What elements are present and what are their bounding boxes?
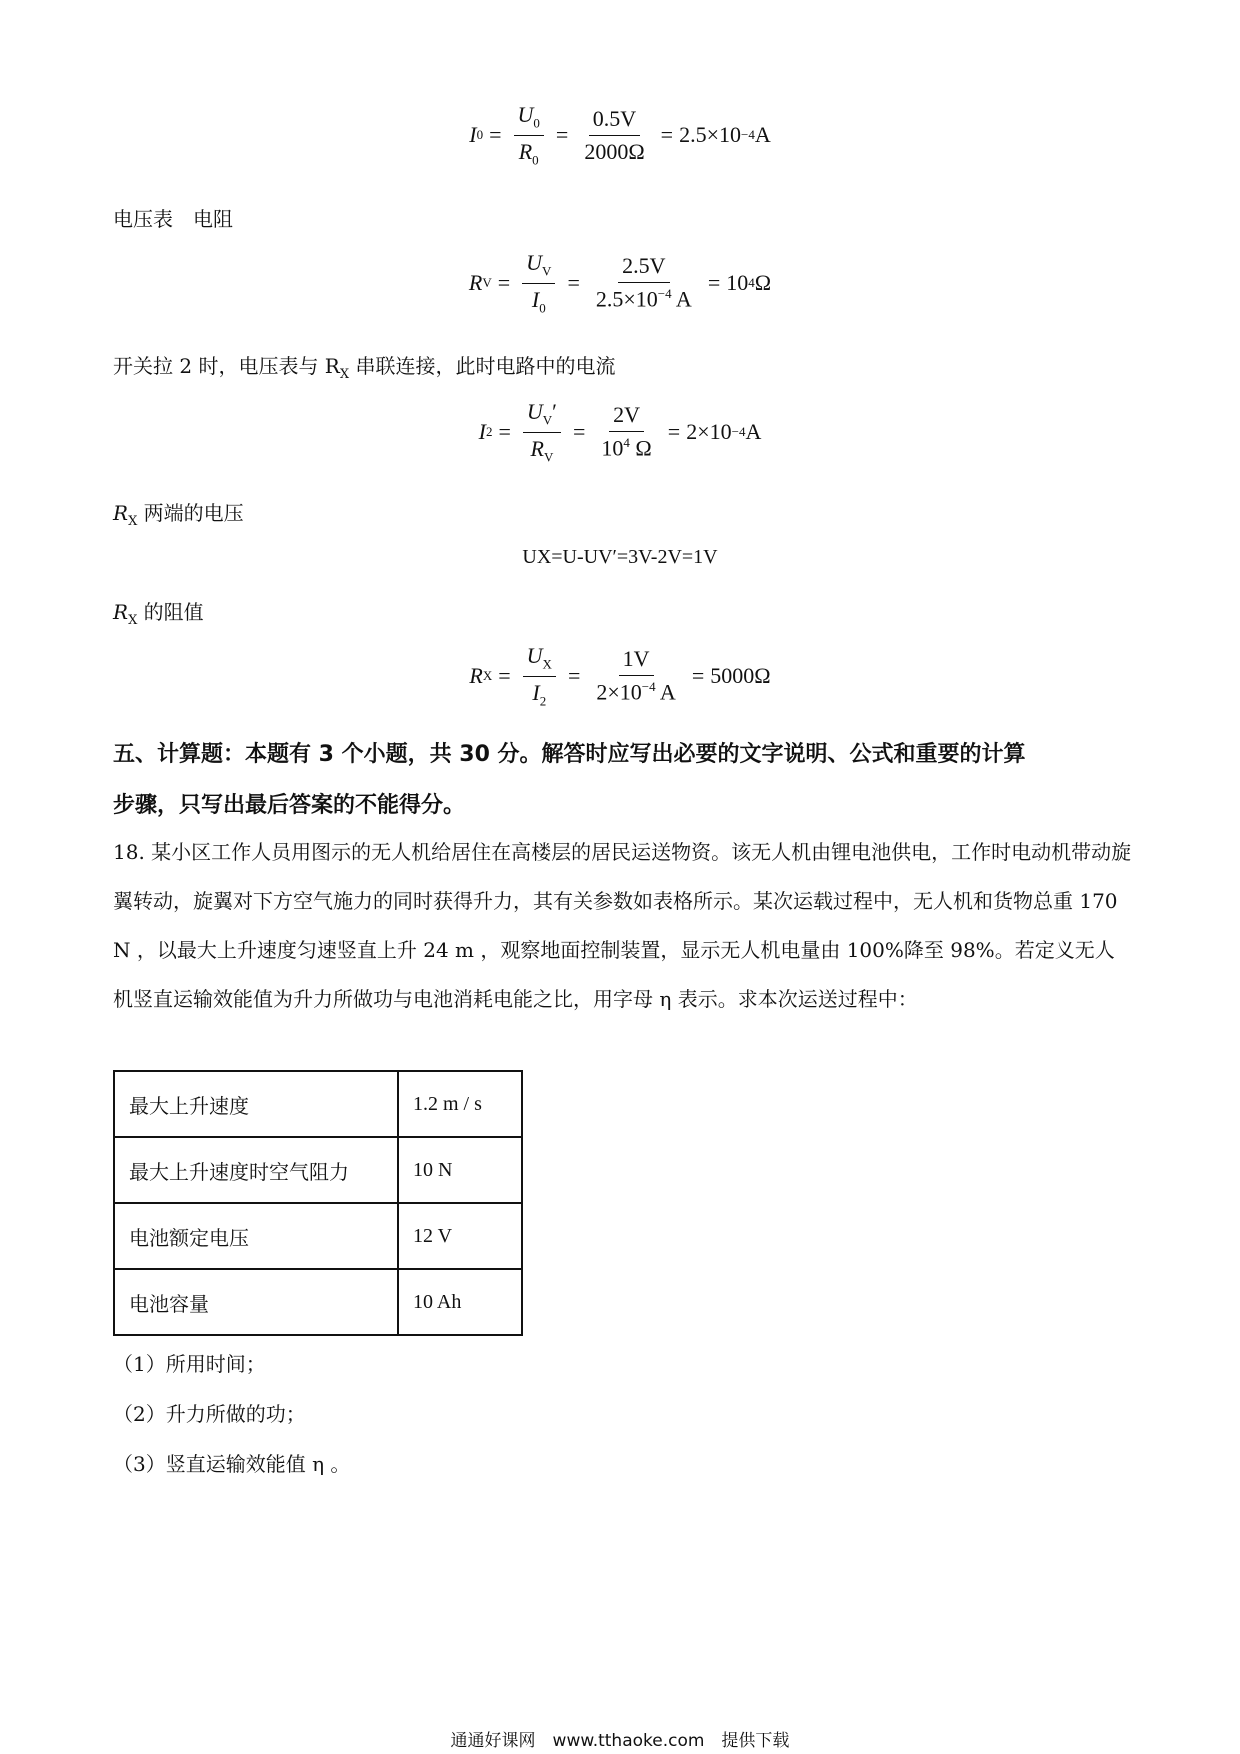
eq-result: 2.5×10 xyxy=(679,122,742,147)
eq-equals: = xyxy=(497,270,511,295)
table-cell-value: 10 N xyxy=(398,1137,522,1203)
eq-equals: = xyxy=(555,122,569,147)
text-subscript: X xyxy=(128,514,138,529)
eq-symbol: R xyxy=(469,663,483,688)
fraction xyxy=(522,250,555,316)
equation-rv xyxy=(0,248,1240,318)
text-fragment: 两端的电压 xyxy=(137,501,244,525)
eq-subscript: X xyxy=(482,668,493,683)
section-heading-line: 步骤，只写出最后答案的不能得分。 xyxy=(113,793,466,818)
eq-equals: = xyxy=(660,122,674,147)
eq-denominator: 2×10 xyxy=(596,679,642,705)
section-heading xyxy=(113,729,1133,831)
table-cell-parameter: 电池容量 xyxy=(114,1269,398,1335)
fraction xyxy=(597,402,655,461)
table-cell-parameter: 最大上升速度时空气阻力 xyxy=(114,1137,398,1203)
eq-subscript: V xyxy=(542,412,553,428)
text-fragment: 的阻值 xyxy=(137,600,204,624)
eq-symbol: R xyxy=(468,270,483,295)
table-cell-parameter: 最大上升速度 xyxy=(114,1071,398,1137)
eq-symbol: U xyxy=(526,399,543,425)
eq-text: UX=U-UV′=3V-2V=1V xyxy=(522,545,718,568)
eq-exponent: −4 xyxy=(731,424,746,439)
text-rx-voltage xyxy=(113,497,244,529)
eq-subscript: 0 xyxy=(533,115,540,131)
sub-question-1: （1）所用时间； xyxy=(113,1352,266,1376)
footer-source: 通通好课网 www.tthaoke.com 提供下载 xyxy=(450,1731,790,1751)
table-cell-value: 12 V xyxy=(398,1203,522,1269)
question-18-text: 18. 某小区工作人员用图示的无人机给居住在高楼层的居民运送物资。该无人机由锂电池供电，工作时电动机带动旋翼转动，旋翼对下方空气施力的同时获得升力，其有关参数如表格所示。某次运载过程中，无人机和货物总重 170 N ，以最大上升速度匀速竖直上升 24 m ，观察地面控制装置，显示无人机电量由 100%降至 98%。若定义无人机竖直运输效能值为升力所做功与电池消耗电能之比，用字母 η 表示。求本次运送过程中： xyxy=(113,840,1132,1011)
eq-unit: A xyxy=(754,122,771,147)
eq-subscript: V xyxy=(542,263,552,279)
eq-unit: A xyxy=(745,419,762,444)
equation-ux xyxy=(0,542,1240,572)
eq-numerator: 1V xyxy=(619,646,654,676)
eq-prime: ′ xyxy=(552,399,557,425)
eq-equals: = xyxy=(572,419,586,444)
table-cell-parameter: 电池额定电压 xyxy=(114,1203,398,1269)
eq-subscript: 0 xyxy=(539,299,546,315)
table-cell-value: 1.2 m / s xyxy=(398,1071,522,1137)
eq-symbol: U xyxy=(517,102,534,128)
sub-question-3: （3）竖直运输效能值 η 。 xyxy=(113,1452,351,1476)
eq-exponent: −4 xyxy=(741,127,755,142)
eq-equals: = xyxy=(691,663,705,688)
eq-symbol: I xyxy=(531,286,540,312)
eq-subscript: 0 xyxy=(476,127,484,142)
eq-denominator: 2.5×10 xyxy=(595,286,658,312)
text-subscript: X xyxy=(339,367,350,382)
eq-equals: = xyxy=(667,419,681,444)
eq-unit: A xyxy=(655,679,676,705)
fraction xyxy=(580,106,648,165)
label-voltmeter-resistance: 电压表 电阻 xyxy=(113,207,233,231)
fraction xyxy=(523,399,561,465)
eq-subscript: V xyxy=(482,275,492,290)
eq-equals: = xyxy=(498,663,511,688)
eq-equals: = xyxy=(498,419,511,444)
eq-subscript: V xyxy=(543,448,554,464)
eq-denominator: 10 xyxy=(601,435,624,461)
sub-question-2: （2）升力所做的功； xyxy=(113,1402,306,1426)
eq-denominator: 2000Ω xyxy=(584,138,645,164)
equation-i0 xyxy=(0,100,1240,170)
eq-equals: = xyxy=(489,122,502,147)
eq-numerator: 2V xyxy=(609,402,644,432)
text-symbol: R xyxy=(113,600,129,624)
eq-unit: Ω xyxy=(629,435,652,461)
equation-rx xyxy=(0,640,1240,712)
section-heading-line: 五、计算题：本题有 3 个小题，共 30 分。解答时应写出必要的文字说明、公式和重要的计算 xyxy=(113,742,1026,767)
eq-subscript: 0 xyxy=(532,151,539,167)
eq-result: 2×10 xyxy=(686,419,732,444)
eq-unit: Ω xyxy=(754,270,772,295)
eq-exponent: 4 xyxy=(748,275,755,290)
eq-symbol: R xyxy=(518,138,533,164)
eq-symbol: I xyxy=(469,122,477,147)
table-row xyxy=(114,1071,522,1137)
parameter-table-body xyxy=(114,1071,522,1335)
eq-symbol: U xyxy=(526,643,543,669)
table-row xyxy=(114,1269,522,1335)
eq-exponent: 4 xyxy=(623,435,630,451)
eq-numerator: 2.5V xyxy=(618,253,669,283)
eq-symbol: U xyxy=(526,250,543,276)
eq-symbol: R xyxy=(530,435,544,461)
equation-i2 xyxy=(0,397,1240,467)
text-fragment: 开关拉 2 时，电压表与 R xyxy=(113,354,340,378)
parameter-table xyxy=(113,1070,523,1336)
eq-equals: = xyxy=(707,270,721,295)
eq-symbol: I xyxy=(532,679,540,705)
fraction xyxy=(592,253,696,312)
fraction xyxy=(592,646,679,705)
text-switch-position xyxy=(113,350,615,382)
fraction xyxy=(523,643,556,709)
eq-equals: = xyxy=(567,270,580,295)
eq-result: 5000Ω xyxy=(710,663,771,688)
eq-exponent: −4 xyxy=(641,679,656,695)
eq-subscript: 2 xyxy=(539,692,547,708)
text-rx-value xyxy=(113,596,204,628)
eq-unit: A xyxy=(671,286,692,312)
text-symbol: R xyxy=(113,501,129,525)
eq-subscript: 2 xyxy=(485,424,493,439)
fraction xyxy=(514,102,544,168)
eq-exponent: −4 xyxy=(657,286,672,302)
eq-equals: = xyxy=(567,663,581,688)
eq-numerator: 0.5V xyxy=(589,106,640,136)
text-subscript: X xyxy=(128,613,138,628)
text-fragment: 串联连接，此时电路中的电流 xyxy=(349,354,616,378)
table-cell-value: 10 Ah xyxy=(398,1269,522,1335)
eq-subscript: X xyxy=(542,656,552,672)
eq-result: 10 xyxy=(726,270,749,295)
eq-symbol: I xyxy=(478,419,486,444)
table-row xyxy=(114,1137,522,1203)
table-row xyxy=(114,1203,522,1269)
